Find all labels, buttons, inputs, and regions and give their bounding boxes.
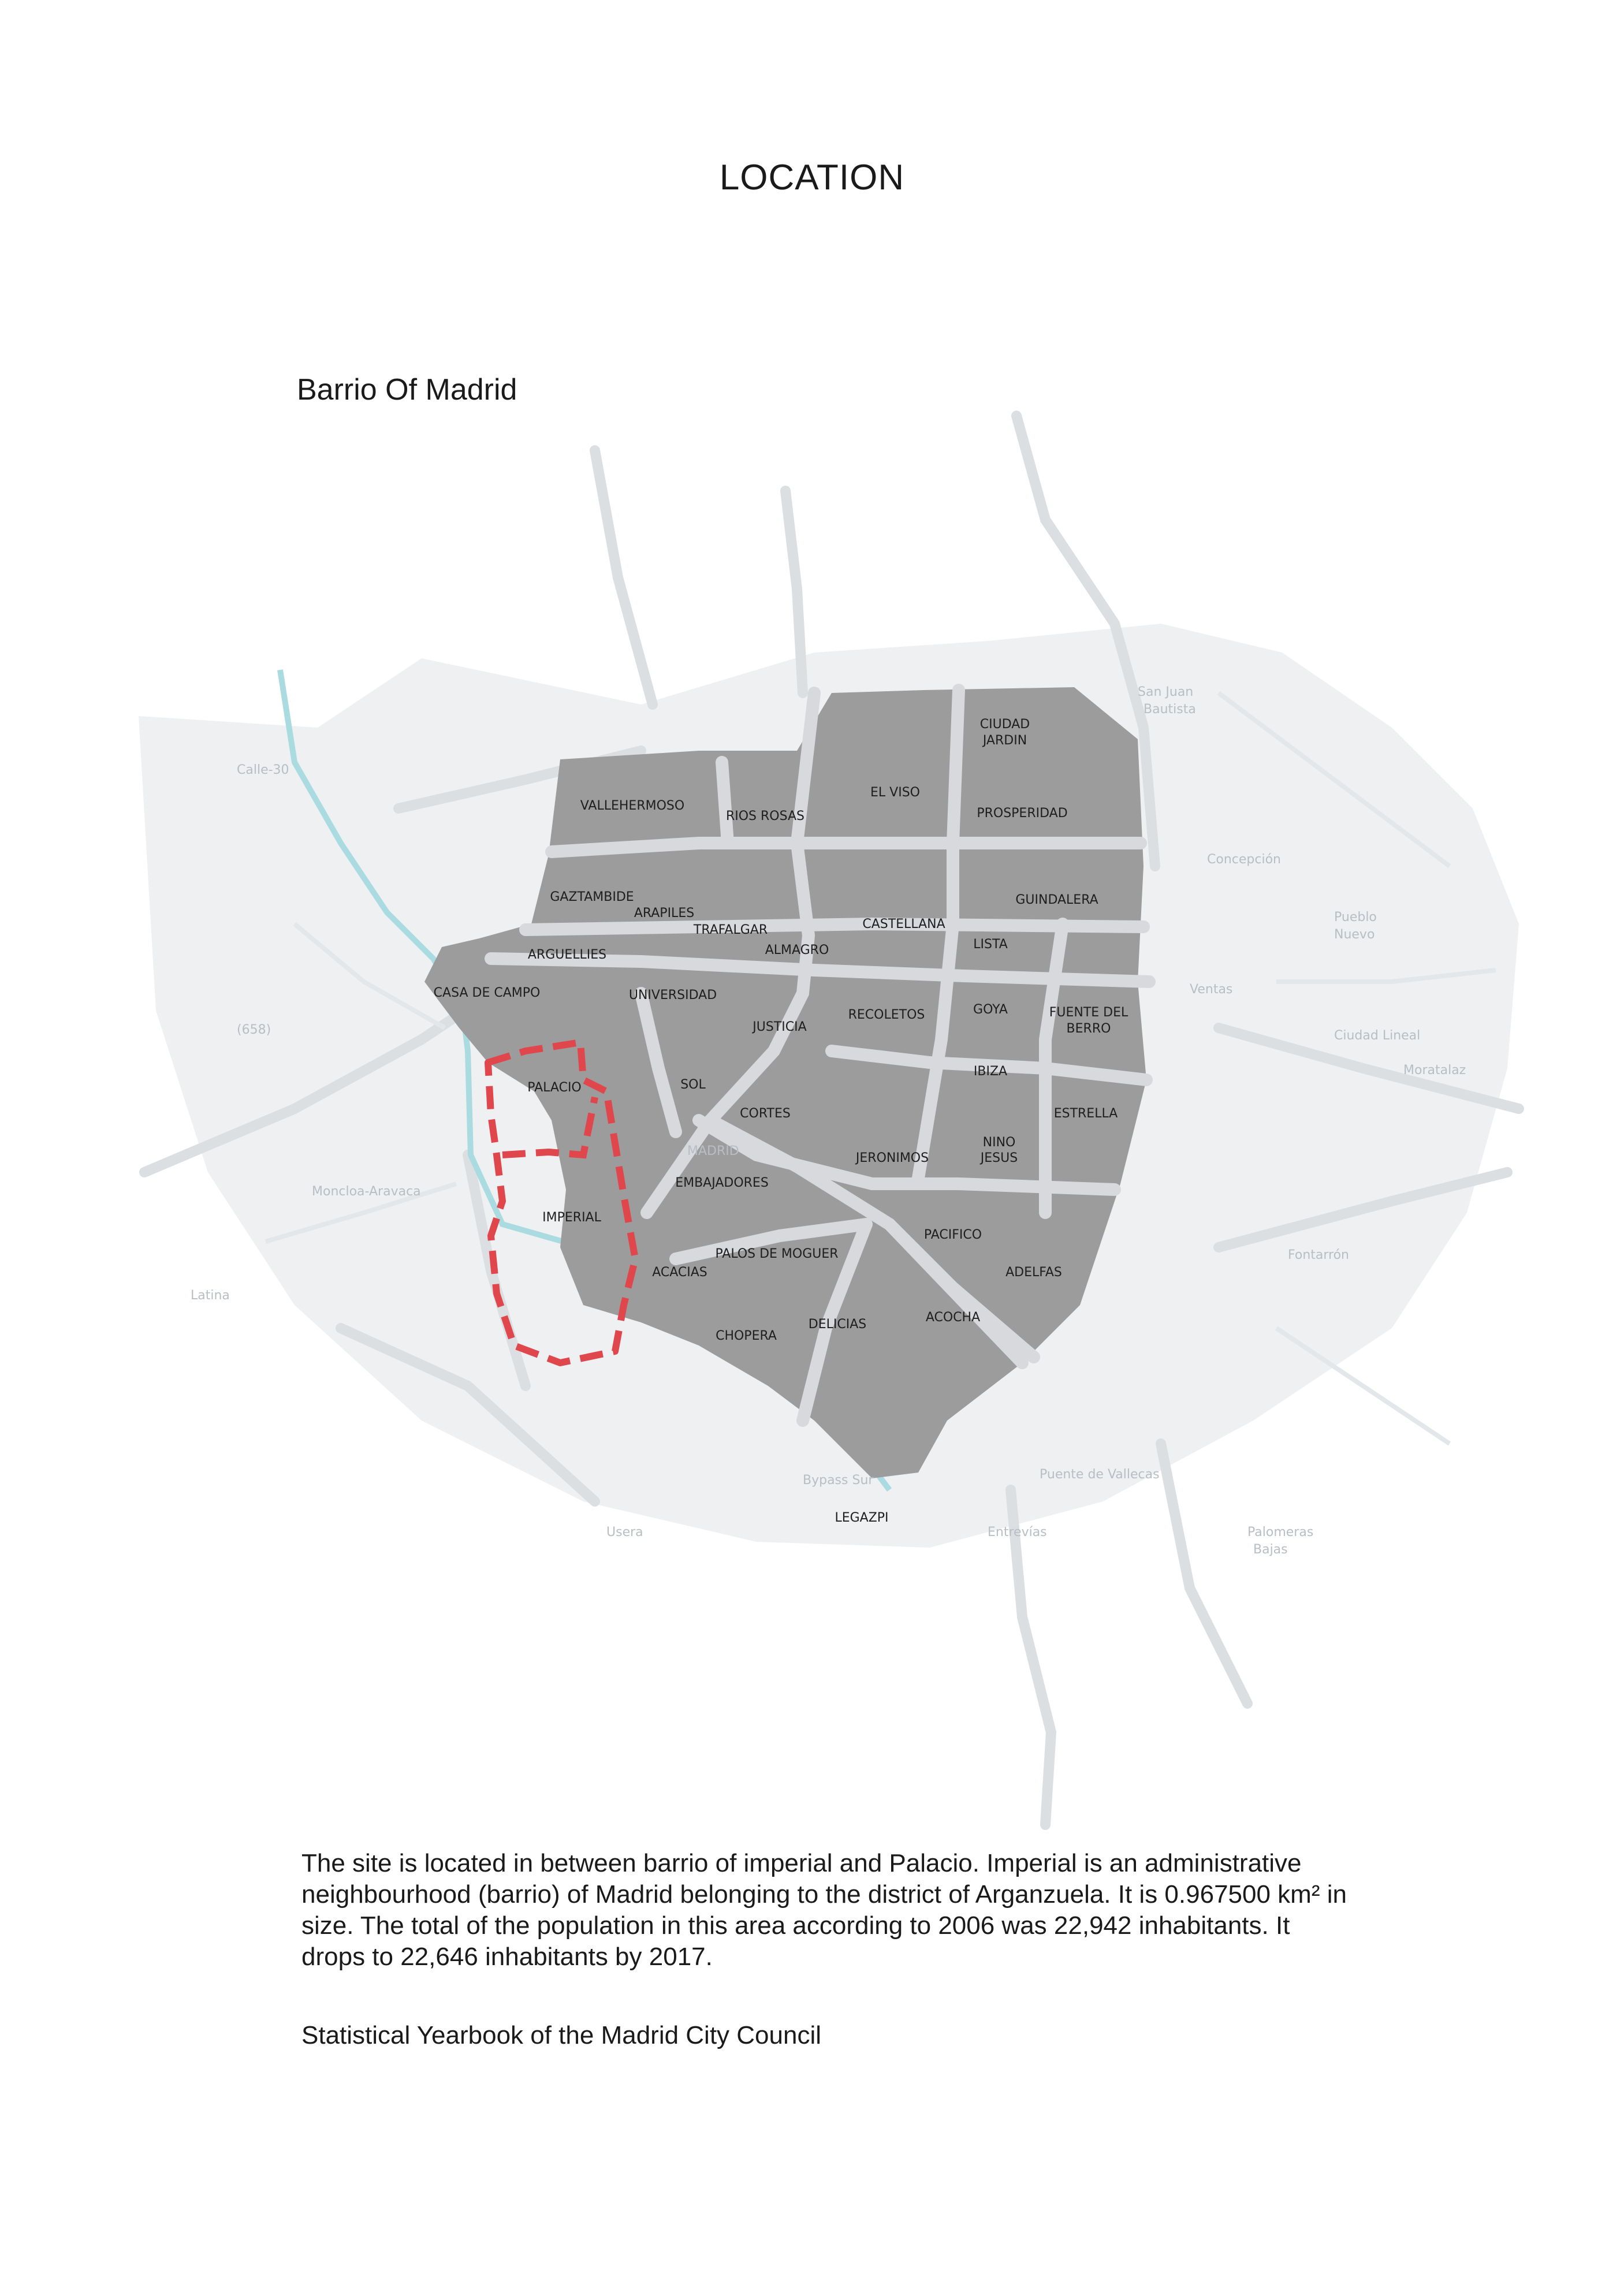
- barrio-label-arguellies: ARGUELLIES: [527, 948, 607, 962]
- barrio-label-prosperidad: PROSPERIDAD: [977, 806, 1068, 821]
- label-puente-de-vallecas: Puente de Vallecas: [1040, 1467, 1160, 1482]
- barrio-label-lista: LISTA: [973, 937, 1008, 952]
- road: [1011, 1490, 1051, 1825]
- label-concepcion: Concepción: [1207, 852, 1281, 867]
- barrio-label-goya: GOYA: [973, 1002, 1008, 1017]
- barrio-label-justicia: JUSTICIA: [753, 1020, 807, 1034]
- barrio-label-palos-de-moguer: PALOS DE MOGUER: [715, 1247, 839, 1261]
- barrio-label-nino-jesus-2: JESUS: [980, 1151, 1018, 1165]
- barrio-label-chopera: CHOPERA: [716, 1329, 777, 1343]
- barrio-label-el-viso: EL VISO: [870, 785, 920, 800]
- barrio-label-ciudad-jardin-1: CIUDAD: [979, 717, 1030, 732]
- barrio-label-vallehermoso: VALLEHERMOSO: [580, 799, 685, 813]
- road: [1161, 1444, 1247, 1704]
- label-moncloa-aravaca: Moncloa-Aravaca: [312, 1184, 421, 1199]
- barrio-label-nino-jesus-1: NINO: [982, 1135, 1016, 1150]
- road: [595, 450, 653, 705]
- barrio-label-sol: SOL: [680, 1078, 706, 1092]
- barrio-label-ciudad-jardin-2: JARDIN: [982, 733, 1027, 748]
- barrio-label-cortes: CORTES: [740, 1106, 791, 1121]
- label-fontarron: Fontarrón: [1288, 1248, 1350, 1262]
- label-entrevias: Entrevías: [988, 1525, 1047, 1540]
- barrio-label-acocha: ACOCHA: [925, 1310, 981, 1325]
- label-ciudad-lineal: Ciudad Lineal: [1334, 1028, 1421, 1043]
- street: [722, 762, 728, 843]
- madrid-barrio-map: [121, 404, 1525, 1831]
- label-palomeras: Palomeras: [1247, 1525, 1314, 1540]
- barrio-label-gaztambide: GAZTAMBIDE: [550, 890, 634, 904]
- barrio-label-rios-rosas: RIOS ROSAS: [725, 809, 805, 823]
- barrio-label-palacio: PALACIO: [527, 1080, 582, 1095]
- page-title: LOCATION: [719, 158, 905, 197]
- map-svg: [121, 404, 1525, 1831]
- barrio-label-almagro: ALMAGRO: [765, 943, 829, 957]
- barrio-label-legazpi: LEGAZPI: [835, 1511, 889, 1525]
- barrio-label-arapiles: ARAPILES: [634, 906, 695, 920]
- description-paragraph: The site is located in between barrio of imperial and Palacio. Imperial is an administrative neighbourhood (barrio) of Madrid belonging to the district of Arganzuela. It is 0.967500 km² in size. The total of the population in this area according to 2006 was 22,942 inhabitants. It drops to 22,646 inhabitants by 2017.: [301, 1849, 1347, 1971]
- barrio-label-casa-de-campo: CASA DE CAMPO: [433, 986, 541, 1000]
- label-bautista: Bautista: [1143, 702, 1196, 717]
- barrio-label-castellana: CASTELLANA: [862, 917, 945, 931]
- barrio-label-acacias: ACACIAS: [652, 1265, 707, 1280]
- label-bajas: Bajas: [1253, 1542, 1288, 1557]
- label-bypass-sur: Bypass Sur: [803, 1473, 874, 1488]
- street: [526, 924, 1143, 930]
- barrio-label-fuente-del-berro-1: FUENTE DEL: [1049, 1005, 1128, 1020]
- label-san-juan: San Juan: [1138, 685, 1194, 699]
- source-citation: Statistical Yearbook of the Madrid City Council: [301, 2021, 822, 2049]
- barrio-label-guindalera: GUINDALERA: [1015, 893, 1098, 907]
- barrio-label-imperial: IMPERIAL: [542, 1210, 601, 1225]
- label-usera: Usera: [606, 1525, 643, 1540]
- label-ventas: Ventas: [1190, 982, 1233, 997]
- barrio-label-adelfas: ADELFAS: [1005, 1265, 1062, 1280]
- barrio-label-ibiza: IBIZA: [973, 1064, 1008, 1079]
- label-calle-30: Calle-30: [237, 763, 289, 777]
- label-latina: Latina: [191, 1288, 230, 1303]
- label-moratalaz: Moratalaz: [1403, 1063, 1466, 1078]
- map-heading: Barrio Of Madrid: [297, 373, 517, 407]
- barrio-label-recoletos: RECOLETOS: [848, 1008, 925, 1022]
- label-pueblo: Pueblo: [1334, 910, 1377, 925]
- barrio-label-pacifico: PACIFICO: [923, 1228, 982, 1242]
- barrio-label-embajadores: EMBAJADORES: [675, 1176, 769, 1190]
- barrio-label-fuente-del-berro-2: BERRO: [1066, 1022, 1111, 1036]
- label-madrid: MADRID: [687, 1144, 739, 1158]
- barrio-label-universidad: UNIVERSIDAD: [628, 988, 717, 1002]
- label-nuevo: Nuevo: [1334, 927, 1375, 942]
- barrio-label-jeronimos: JERONIMOS: [855, 1151, 929, 1165]
- label-658: (658): [237, 1023, 271, 1037]
- barrio-label-trafalgar: TRAFALGAR: [693, 923, 768, 937]
- barrio-label-delicias: DELICIAS: [808, 1317, 867, 1332]
- barrio-label-estrella: ESTRELLA: [1053, 1106, 1118, 1121]
